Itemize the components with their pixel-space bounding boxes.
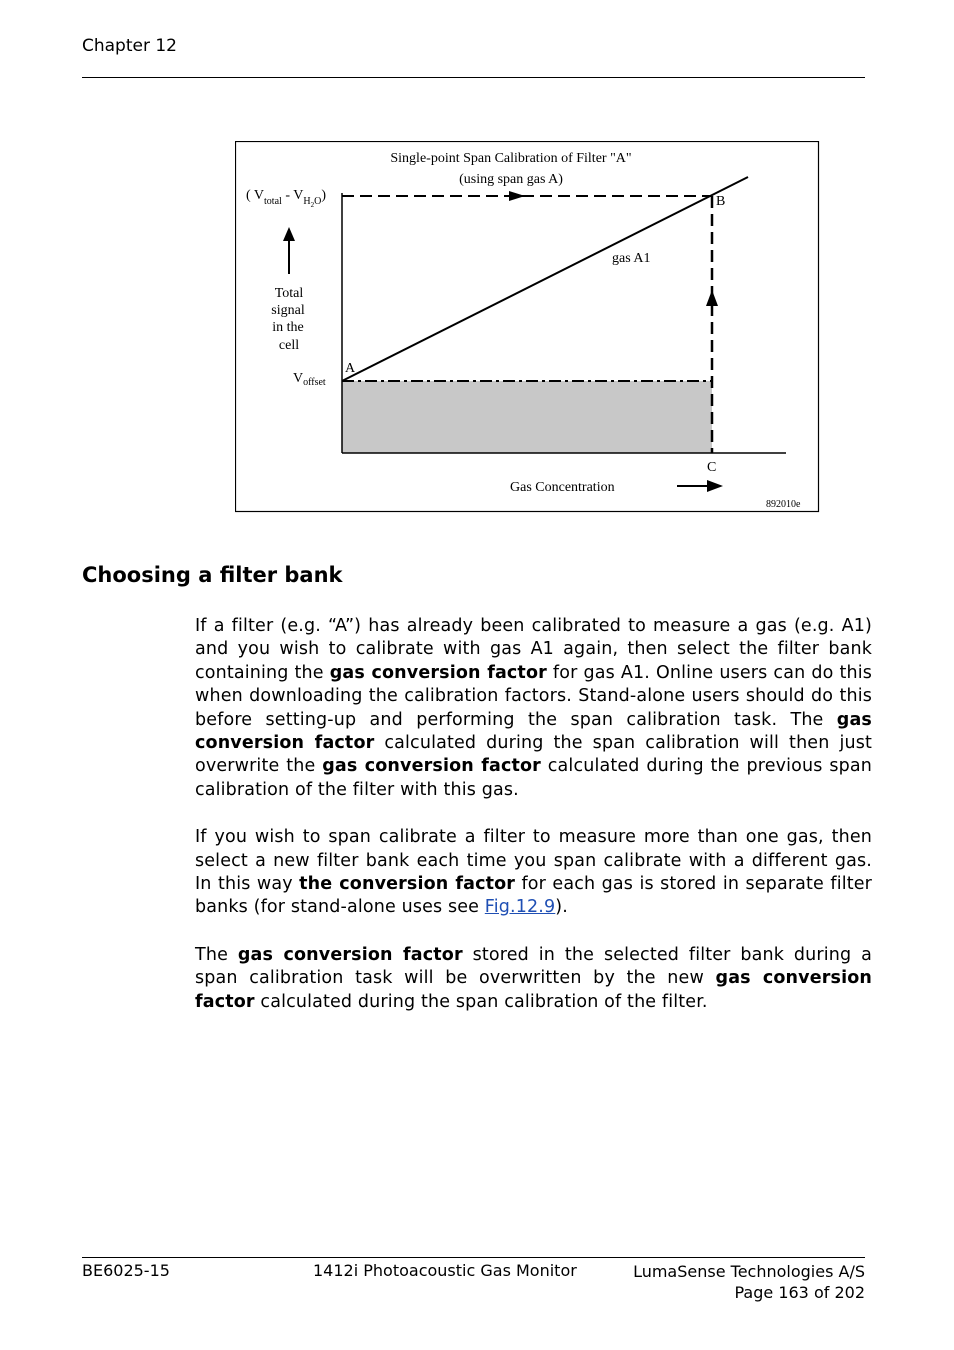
section-body bbox=[195, 615, 872, 1038]
x-axis-label: Gas Concentration bbox=[510, 480, 615, 495]
fig-12-9-link[interactable]: Fig.12.9 bbox=[484, 897, 556, 918]
paragraph-2 bbox=[195, 826, 872, 920]
point-c-label: C bbox=[707, 460, 717, 475]
point-b-label: B bbox=[716, 194, 726, 209]
calibration-diagram bbox=[235, 141, 820, 513]
y-axis-text-0: Total bbox=[274, 286, 304, 301]
bold-term: gas conversion factor bbox=[237, 944, 463, 965]
text-run: ). bbox=[555, 897, 568, 918]
paragraph-1 bbox=[195, 615, 872, 802]
footer-product: 1412i Photoacoustic Gas Monitor bbox=[313, 1261, 577, 1280]
footer-doc-code: BE6025-15 bbox=[82, 1261, 170, 1280]
bold-term: gas conversion factor bbox=[195, 709, 872, 754]
header-divider bbox=[82, 77, 865, 78]
section-heading: Choosing a filter bank bbox=[82, 563, 343, 587]
chapter-header: Chapter 12 bbox=[82, 36, 178, 56]
bold-term: gas conversion factor bbox=[322, 756, 541, 777]
bold-term: gas conversion factor bbox=[195, 968, 872, 1012]
text-run: for each gas is stored in separate filter banks (for stand-alone uses see bbox=[195, 874, 872, 918]
paragraph-3 bbox=[195, 944, 872, 1014]
y-axis-text-1: signal bbox=[271, 303, 305, 318]
footer-divider bbox=[82, 1257, 865, 1258]
v-offset-label: $V_{offset}$ bbox=[293, 371, 326, 388]
line-label: gas A1 bbox=[612, 251, 651, 266]
y-top-label: ( $V_{total} - V_{H2}^O$) bbox=[246, 188, 326, 209]
y-axis-text-2: in the bbox=[272, 320, 304, 335]
bold-term: the conversion factor bbox=[299, 874, 516, 895]
text-run: The bbox=[195, 944, 238, 965]
figure-title-line2: (using span gas A) bbox=[459, 172, 563, 187]
calibration-figure bbox=[235, 141, 820, 513]
y-axis-text-3: cell bbox=[278, 338, 300, 353]
figure-code: 892010e bbox=[766, 499, 801, 510]
offset-region bbox=[342, 381, 712, 453]
figure-title-line1: Single-point Span Calibration of Filter "A" bbox=[390, 151, 632, 166]
bold-term: gas conversion factor bbox=[329, 662, 547, 683]
text-run: stored in the selected filter bank during a span calibration task will be overwritten by the new bbox=[195, 944, 873, 989]
footer-right-block bbox=[633, 1261, 865, 1303]
text-run: for gas A1. Online users can do this when downloading the calibration factors. Stand-alone users should do this before setting-up and performing the span calibration task. The bbox=[195, 662, 872, 730]
text-run: calculated during the span calibration will then just overwrite the bbox=[195, 733, 872, 777]
point-a-label: A bbox=[345, 361, 356, 376]
text-run: calculated during the previous span calibration of the filter with this gas. bbox=[195, 756, 872, 800]
footer-page-number: Page 163 of 202 bbox=[734, 1283, 865, 1302]
footer-company: LumaSense Technologies A/S bbox=[633, 1262, 865, 1281]
text-run: If you wish to span calibrate a filter to measure more than one gas, then select a new filter bank each time you span calibrate with a different gas. In this way bbox=[195, 827, 872, 895]
text-run: If a filter (e.g. “A”) has already been calibrated to measure a gas (e.g. A1) and you wish to calibrate with gas A1 again, then select the filter bank containing the bbox=[195, 616, 872, 683]
text-run: calculated during the span calibration of the filter. bbox=[254, 991, 708, 1012]
